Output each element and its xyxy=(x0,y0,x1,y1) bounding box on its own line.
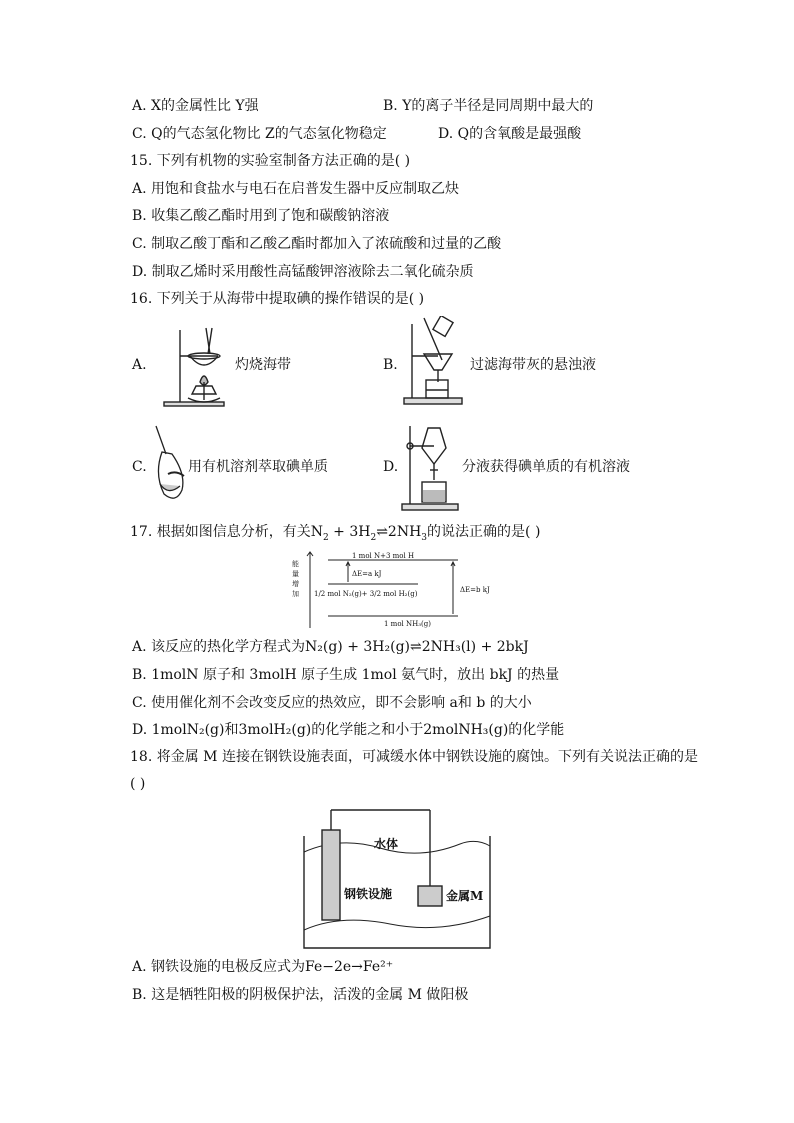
q15-option-a: A. 用饱和食盐水与电石在启普发生器中反应制取乙炔 xyxy=(132,181,460,197)
metal-m-label: 金属M xyxy=(446,889,484,903)
yaxis-char-4: 加 xyxy=(292,590,299,598)
q16-c-text: 用有机溶剂萃取碘单质 xyxy=(188,459,328,475)
q16-stem: 16. 下列关于从海带中提取碘的操作错误的是( ) xyxy=(130,291,425,307)
q18-option-a: A. 钢铁设施的电极反应式为Fe−2e→Fe²⁺ xyxy=(132,959,394,975)
q15-stem: 15. 下列有机物的实验室制备方法正确的是( ) xyxy=(130,153,411,169)
extraction-funnel-illustration xyxy=(150,424,186,506)
q16-d-letter: D. xyxy=(383,459,399,475)
q14-option-d: D. Q的含氧酸是最强酸 xyxy=(438,126,582,142)
yaxis-char-2: 量 xyxy=(292,570,299,578)
q16-a-text: 灼烧海带 xyxy=(235,357,291,373)
q15-option-b: B. 收集乙酸乙酯时用到了饱和碳酸钠溶液 xyxy=(132,208,390,224)
q14-option-b: B. Y的离子半径是同周期中最大的 xyxy=(383,98,594,114)
crucible-burning-illustration xyxy=(160,322,230,408)
energy-level-diagram xyxy=(288,550,508,630)
delta-a-label: ΔE=a kJ xyxy=(352,570,382,578)
yaxis-char-1: 能 xyxy=(292,560,299,568)
q17-option-b: B. 1molN 原子和 3molH 原子生成 1mol 氨气时，放出 bkJ 的热量 xyxy=(132,667,560,683)
top-level-label: 1 mol N+3 mol H xyxy=(352,552,415,560)
q18-stem: 18. 将金属 M 连接在钢铁设施表面，可减缓水体中钢铁设施的腐蚀。下列有关说法正确的是 xyxy=(130,749,698,765)
q17-option-c: C. 使用催化剂不会改变反应的热效应，即不会影响 a和 b 的大小 xyxy=(132,695,532,711)
q17-option-a: A. 该反应的热化学方程式为N₂(g) + 3H₂(g)⇌2NH₃(l) + 2bkJ xyxy=(132,639,529,655)
filtration-illustration xyxy=(402,316,464,408)
q14-option-a: A. X的金属性比 Y强 xyxy=(132,98,259,114)
q17-option-d: D. 1molN₂(g)和3molH₂(g)的化学能之和小于2molNH₃(g)的化学能 xyxy=(132,722,565,738)
q16-c-letter: C. xyxy=(132,459,147,475)
mid-level-label: 1/2 mol N₂(g)+ 3/2 mol H₂(g) xyxy=(314,590,418,598)
delta-b-label: ΔE=b kJ xyxy=(460,586,490,594)
q18-option-b: B. 这是牺牲阳极的阴极保护法，活泼的金属 M 做阳极 xyxy=(132,987,469,1003)
q14-option-c: C. Q的气态氢化物比 Z的气态氢化物稳定 xyxy=(132,126,387,142)
q18-stem-paren: ( ) xyxy=(130,776,146,792)
q17-stem: 17. 根据如图信息分析，有关$N_2$ + $3H_2\rightleftharpoons 2NH_3$的说法正确的是( ) xyxy=(130,524,541,543)
q16-d-text: 分液获得碘单质的有机溶液 xyxy=(462,459,630,475)
q16-b-letter: B. xyxy=(383,357,398,373)
q16-b-text: 过滤海带灰的悬浊液 xyxy=(470,357,596,373)
separatory-funnel-illustration xyxy=(400,422,460,512)
cathodic-protection-diagram xyxy=(300,806,494,952)
q16-a-letter: A. xyxy=(132,357,147,373)
q15-option-c: C. 制取乙酸丁酯和乙酸乙酯时都加入了浓硫酸和过量的乙酸 xyxy=(132,236,502,252)
steel-label: 钢铁设施 xyxy=(344,887,393,901)
bottom-level-label: 1 mol NH₃(g) xyxy=(384,620,431,628)
water-label: 水体 xyxy=(374,837,399,851)
yaxis-char-3: 增 xyxy=(292,580,299,588)
q15-option-d: D. 制取乙烯时采用酸性高锰酸钾溶液除去二氧化硫杂质 xyxy=(132,264,474,280)
